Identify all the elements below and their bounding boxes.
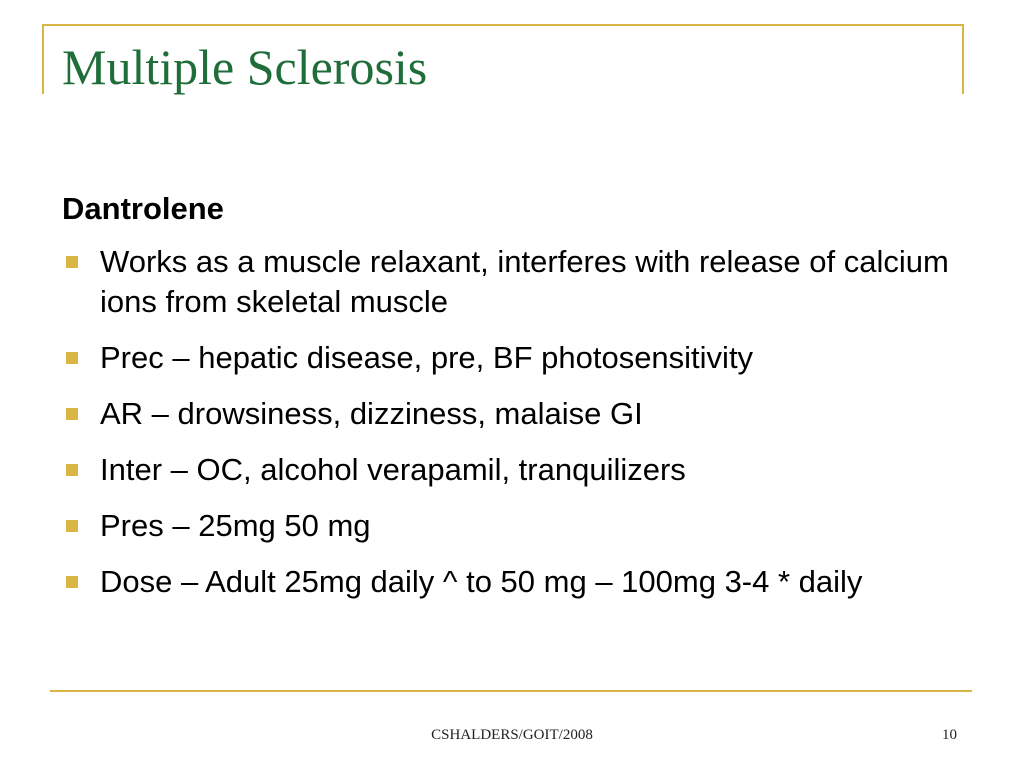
- slide-title: Multiple Sclerosis: [62, 39, 428, 95]
- bullet-item-interactions: [62, 450, 982, 490]
- bullet-text: Pres – 25mg 50 mg: [100, 508, 371, 543]
- bullet-item-adverse-reactions: [62, 394, 982, 434]
- square-bullet-icon: [66, 464, 78, 476]
- bullet-text: Works as a muscle relaxant, interferes with release of calcium ions from skeletal muscle: [100, 244, 949, 319]
- bullet-text: Dose – Adult 25mg daily ^ to 50 mg – 100mg 3-4 * daily: [100, 564, 863, 599]
- bullet-item-precautions: [62, 338, 982, 378]
- square-bullet-icon: [66, 576, 78, 588]
- slide-body: [62, 190, 982, 618]
- bullet-item-presentation: [62, 506, 982, 546]
- right-border-line: [962, 24, 964, 94]
- footer-text: CSHALDERS/GOIT/2008: [431, 727, 593, 743]
- bullet-item-dose: [62, 562, 982, 602]
- bullet-list: [62, 242, 982, 602]
- square-bullet-icon: [66, 256, 78, 268]
- bullet-text: AR – drowsiness, dizziness, malaise GI: [100, 396, 643, 431]
- bottom-border-line: [50, 690, 972, 692]
- square-bullet-icon: [66, 408, 78, 420]
- bullet-text: Prec – hepatic disease, pre, BF photosensitivity: [100, 340, 754, 375]
- top-border-line: [42, 24, 964, 26]
- left-border-line: [42, 24, 44, 94]
- square-bullet-icon: [66, 352, 78, 364]
- drug-heading: Dantrolene: [62, 191, 224, 226]
- page-number: 10: [942, 727, 957, 743]
- bullet-text: Inter – OC, alcohol verapamil, tranquilizers: [100, 452, 686, 487]
- square-bullet-icon: [66, 520, 78, 532]
- bullet-item-mechanism: [62, 242, 982, 322]
